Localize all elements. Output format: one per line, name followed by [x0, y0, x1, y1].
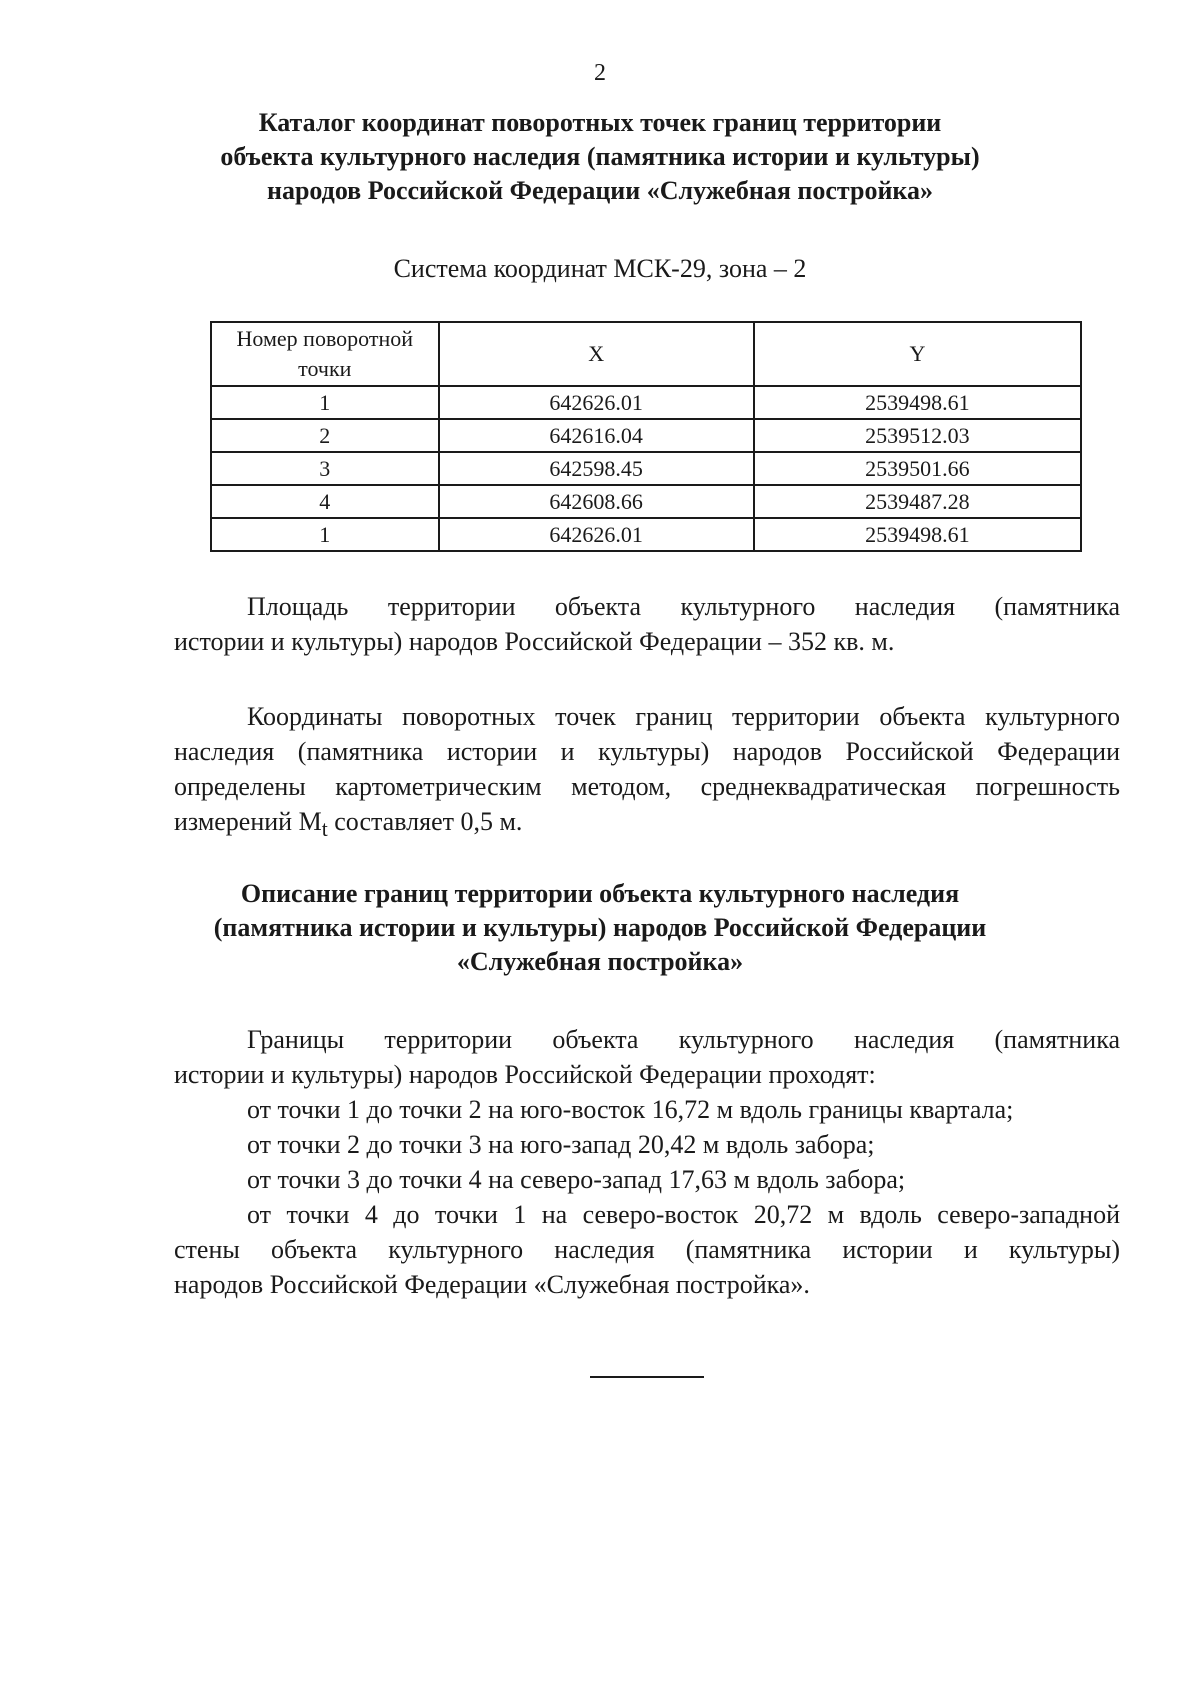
title-line: народов Российской Федерации «Служебная постройка»: [266, 176, 934, 205]
section-heading: [160, 877, 1040, 979]
text-line: от точки 1 до точки 2 на юго-восток 16,72 м вдоль границы квартала;: [247, 1095, 1014, 1124]
text-line: Площадь территории объекта культурного наследия (памятника: [247, 592, 1120, 621]
coordinate-system-label: Система координат МСК-29, зона – 2: [393, 254, 807, 283]
text-line: истории и культуры) народов Российской Федерации проходят:: [174, 1060, 876, 1089]
text-line: определены картометрическим методом, среднеквадратическая погрешность: [174, 772, 1120, 801]
y-coordinate-cell: 2539487.28: [754, 485, 1081, 518]
y-coordinate-cell: 2539498.61: [754, 386, 1081, 419]
area-paragraph: [174, 589, 1120, 659]
text-line: народов Российской Федерации «Служебная постройка».: [174, 1270, 810, 1299]
page-number: 2: [594, 60, 606, 86]
x-coordinate-cell: 642616.04: [439, 419, 754, 452]
table-row: [211, 386, 1081, 419]
table-header-row: [211, 322, 1081, 386]
heading-line: (памятника истории и культуры) народов Российской Федерации: [213, 913, 987, 942]
end-divider: [590, 1376, 704, 1378]
text-line: от точки 2 до точки 3 на юго-запад 20,42 м вдоль забора;: [247, 1130, 875, 1159]
borders-paragraph: [174, 1022, 1120, 1302]
text-fragment: составляет 0,5 м.: [327, 807, 523, 836]
y-coordinate-cell: 2539512.03: [754, 419, 1081, 452]
title-line: Каталог координат поворотных точек границ территории: [258, 108, 942, 137]
method-paragraph: [174, 699, 1120, 847]
coordinates-table: [210, 321, 1082, 552]
x-coordinate-cell: 642626.01: [439, 518, 754, 551]
document-title: [160, 106, 1040, 208]
table-row: [211, 518, 1081, 551]
text-line: от точки 3 до точки 4 на северо-запад 17,63 м вдоль забора;: [247, 1165, 906, 1194]
table-row: [211, 419, 1081, 452]
text-line: [174, 804, 1120, 847]
subscript-t: t: [321, 817, 328, 842]
text-line: Координаты поворотных точек границ территории объекта культурного: [247, 702, 1120, 731]
column-header-point-number: Номер поворотной точки: [211, 322, 439, 386]
point-number-cell: 1: [211, 386, 439, 419]
column-header-x: X: [439, 322, 754, 386]
text-line: стены объекта культурного наследия (памятника истории и культуры): [174, 1235, 1120, 1264]
x-coordinate-cell: 642598.45: [439, 452, 754, 485]
text-line: от точки 4 до точки 1 на северо-восток 20,72 м вдоль северо-западной: [247, 1200, 1120, 1229]
y-coordinate-cell: 2539498.61: [754, 518, 1081, 551]
text-fragment: измерений M: [174, 807, 322, 836]
point-number-cell: 4: [211, 485, 439, 518]
text-line: наследия (памятника истории и культуры) народов Российской Федерации: [174, 737, 1120, 766]
column-header-y: Y: [754, 322, 1081, 386]
text-line: Границы территории объекта культурного наследия (памятника: [247, 1025, 1120, 1054]
point-number-cell: 3: [211, 452, 439, 485]
point-number-cell: 1: [211, 518, 439, 551]
title-line: объекта культурного наследия (памятника истории и культуры): [220, 142, 980, 171]
x-coordinate-cell: 642608.66: [439, 485, 754, 518]
table-row: [211, 452, 1081, 485]
text-line: истории и культуры) народов Российской Федерации – 352 кв. м.: [174, 627, 895, 656]
point-number-cell: 2: [211, 419, 439, 452]
table-row: [211, 485, 1081, 518]
x-coordinate-cell: 642626.01: [439, 386, 754, 419]
y-coordinate-cell: 2539501.66: [754, 452, 1081, 485]
heading-line: «Служебная постройка»: [456, 947, 744, 976]
heading-line: Описание границ территории объекта культурного наследия: [240, 879, 960, 908]
